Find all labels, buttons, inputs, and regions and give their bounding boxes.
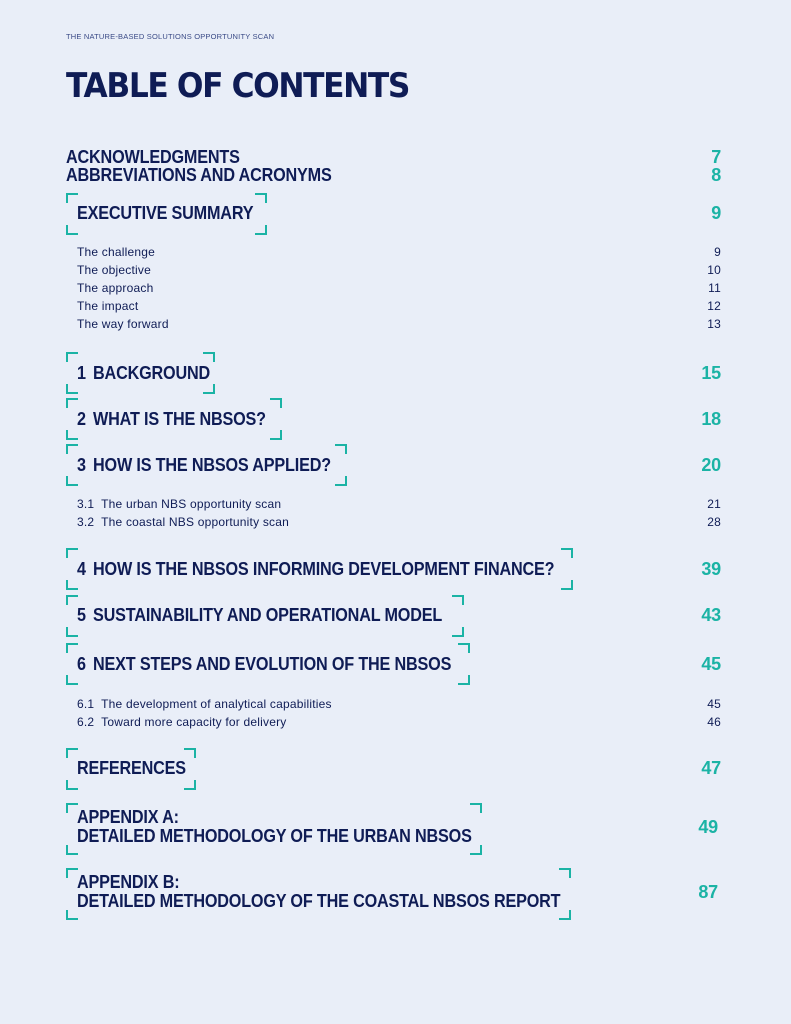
toc-entry-label: The impact [77, 299, 139, 313]
chapter-number: 5 [77, 605, 86, 625]
chapter-number: 1 [77, 363, 86, 383]
toc-entry-label: 3.2 The coastal NBS opportunity scan [77, 515, 289, 529]
toc-page-number: 10 [707, 263, 721, 277]
toc-page-number: 28 [707, 515, 721, 529]
toc-subentry[interactable] [77, 697, 721, 711]
toc-page-number: 45 [701, 654, 721, 674]
running-header: THE NATURE-BASED SOLUTIONS OPPORTUNITY SCAN [66, 32, 275, 41]
toc-subentry[interactable] [77, 245, 721, 259]
toc-entry-chapter-5[interactable] [66, 605, 721, 626]
toc-subentry[interactable] [77, 715, 721, 729]
toc-entry-label: NEXT STEPS AND EVOLUTION OF THE NBSOS [93, 654, 452, 674]
toc-entry-label: REFERENCES [77, 758, 186, 778]
toc-entry-label: ACKNOWLEDGMENTS [66, 147, 240, 167]
toc-entry-label: BACKGROUND [93, 363, 211, 383]
toc-entry-label: SUSTAINABILITY AND OPERATIONAL MODEL [93, 605, 443, 625]
toc-entry-references[interactable] [66, 758, 721, 779]
toc-page-number: 45 [707, 697, 721, 711]
page-title: TABLE OF CONTENTS [66, 66, 410, 106]
toc-subentry[interactable] [77, 515, 721, 529]
toc-page-number: 13 [707, 317, 721, 331]
toc-page-number: 7 [711, 147, 721, 167]
toc-entry-appendix-a[interactable] [66, 808, 718, 846]
appendix-label-line2: DETAILED METHODOLOGY OF THE COASTAL NBSOS REPORT [77, 891, 561, 911]
chapter-number: 4 [77, 559, 86, 579]
toc-entry-chapter-1[interactable] [66, 363, 721, 384]
chapter-number: 6 [77, 654, 86, 674]
toc-subentry[interactable] [77, 299, 721, 313]
toc-page-number: 46 [707, 715, 721, 729]
toc-entry-chapter-2[interactable] [66, 409, 721, 430]
toc-page-number: 18 [701, 409, 721, 429]
toc-entry-label: 6.1 The development of analytical capabilities [77, 697, 332, 711]
toc-entry-label: ABBREVIATIONS AND ACRONYMS [66, 165, 332, 185]
chapter-number: 2 [77, 409, 86, 429]
toc-subentry[interactable] [77, 497, 721, 511]
toc-entry-chapter-4[interactable] [66, 559, 721, 580]
toc-page-number: 9 [711, 203, 721, 223]
toc-subentry[interactable] [77, 263, 721, 277]
toc-entry-chapter-6[interactable] [66, 654, 721, 675]
toc-entry-label: The approach [77, 281, 154, 295]
toc-entry-abbreviations[interactable] [66, 165, 721, 186]
toc-subentry[interactable] [77, 317, 721, 331]
toc-page-number: 8 [711, 165, 721, 185]
toc-entry-appendix-b[interactable] [66, 873, 718, 911]
toc-entry-label: 6.2 Toward more capacity for delivery [77, 715, 287, 729]
toc-entry-label: HOW IS THE NBSOS APPLIED? [93, 455, 331, 475]
toc-entry-chapter-3[interactable] [66, 455, 721, 476]
appendix-label-line1: APPENDIX A: [77, 807, 179, 827]
toc-page-number: 87 [698, 881, 718, 902]
toc-page-number: 20 [701, 455, 721, 475]
toc-page-number: 47 [701, 758, 721, 778]
toc-page-number: 12 [707, 299, 721, 313]
chapter-number: 3 [77, 455, 86, 475]
toc-page-number: 15 [701, 363, 721, 383]
toc-entry-label: HOW IS THE NBSOS INFORMING DEVELOPMENT FINANCE? [93, 559, 555, 579]
toc-entry-label: The way forward [77, 317, 169, 331]
toc-page-number: 21 [707, 497, 721, 511]
appendix-label-line1: APPENDIX B: [77, 872, 180, 892]
toc-page-number: 43 [701, 605, 721, 625]
toc-page-number: 49 [698, 816, 718, 837]
toc-page-number: 11 [708, 281, 721, 295]
toc-entry-label: WHAT IS THE NBSOS? [93, 409, 266, 429]
toc-subentry[interactable] [77, 281, 721, 295]
toc-page-number: 39 [701, 559, 721, 579]
toc-entry-executive-summary[interactable] [66, 203, 721, 224]
toc-entry-label: 3.1 The urban NBS opportunity scan [77, 497, 282, 511]
toc-page-number: 9 [714, 245, 721, 259]
toc-entry-label: The objective [77, 263, 151, 277]
toc-entry-label: The challenge [77, 245, 155, 259]
toc-entry-label: EXECUTIVE SUMMARY [77, 203, 254, 223]
appendix-label-line2: DETAILED METHODOLOGY OF THE URBAN NBSOS [77, 826, 472, 846]
